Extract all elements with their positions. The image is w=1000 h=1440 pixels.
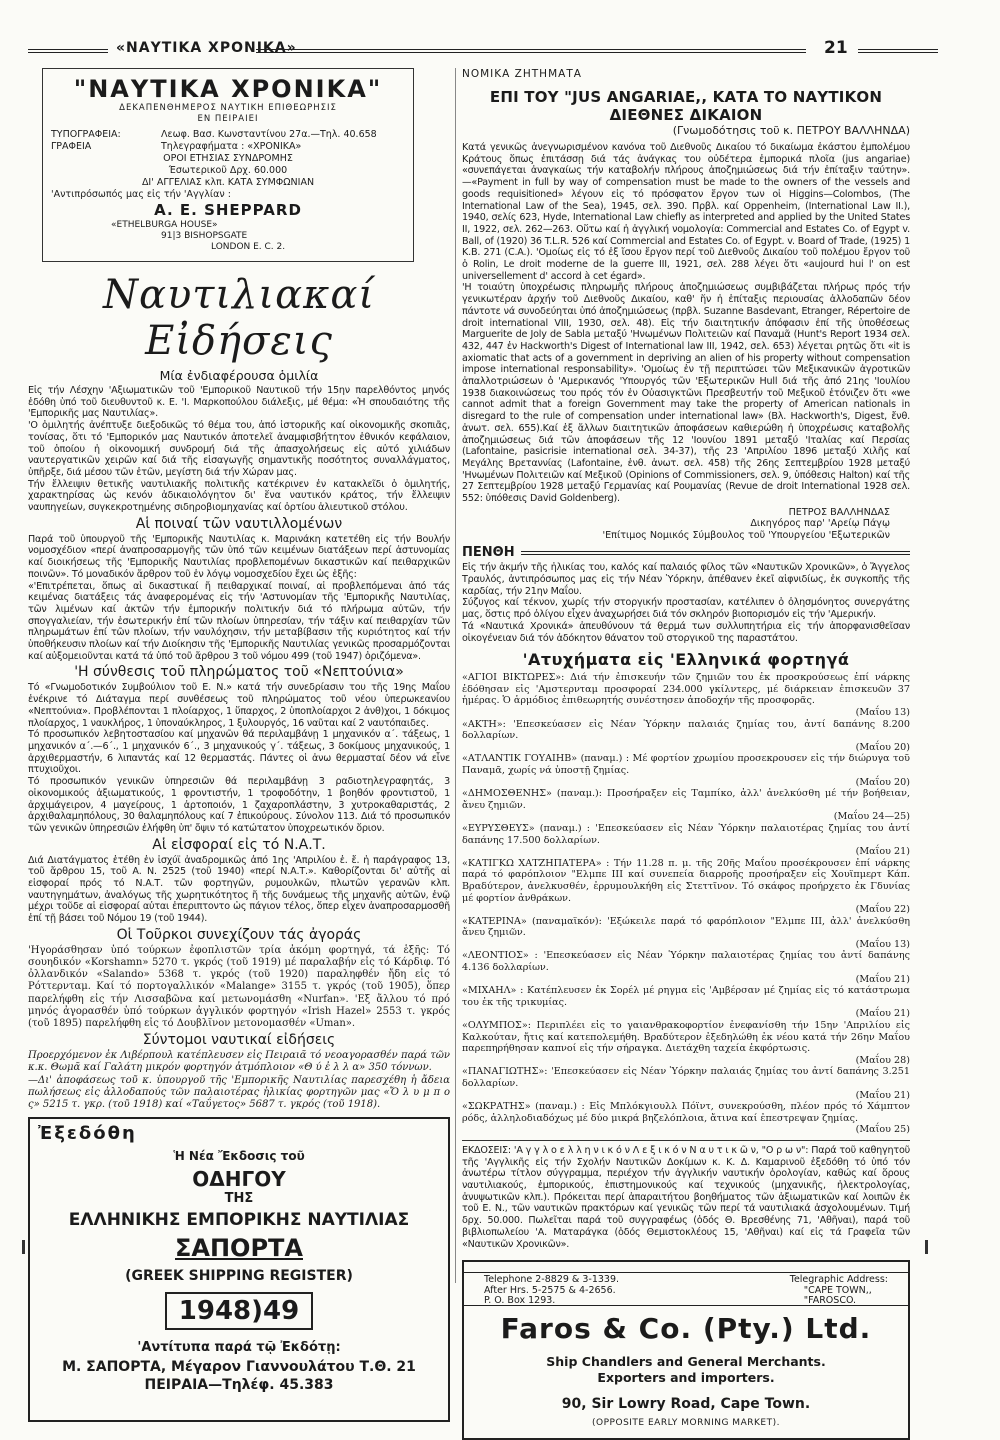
news-paragraph: —Δι' ἀποφάσεως τοῦ κ. ὑπουργοῦ τῆς 'Εμπορικῆς Ναυτιλίας παρεσχέθη ἡ ἄδεια πωλήσεως εἰς ἀλλοδαπούς τῶν παλαιοτέρας ἡλικίας φορτηγῶν μας «Ὄ λ υ μ π ο ς» 5215 τ. γκρ. (τοῦ 1918) καί «Ταΰγετος» 5687 τ. γκρός (τοῦ 1918). (28, 1074, 450, 1111)
accident-date: (Μαΐου 21) (855, 1089, 910, 1101)
masthead-subtitle: ΔΕΚΑΠΕΝΘΗΜΕΡΟΣ ΝΑΥΤΙΚΗ ΕΠΙΘΕΩΡΗΣΙΣ (119, 103, 337, 113)
faros-ad (462, 1260, 910, 1440)
ad-contact-band (464, 1272, 908, 1306)
accident-entry: «ΑΤΛΑΝΤΙΚ ΓΟΥΑΙΗΒ» (παναμ.) : Μέ φορτίον χρωμίου προσεκρουσεν εἰς τήν διώρυγα τοῦ Παναμᾶ, χωρίς νά ὑποστῇ ζημίας. (462, 753, 910, 776)
news-paragraph: 'Ηγοράσθησαν ὑπό τούρκων ἐφοπλιστῶν τρία ἀκόμη φορτηγά, τά ἑξῆς: Τό σουηδικόν «Korshamn» 5270 τ. γκρός (τοῦ 1919) μέ παραλαβήν εἰς τό Κάρδιφ. Τό ὀλλανδικόν «Salando» 5368 τ. γκρός (τοῦ 1920) παραληφθέν ἤδη εἰς τό Ρόττερνταμ. Καί τό πορτογαλλικόν «Malange» 3155 τ. γκρός (τοῦ 1905), ὅπερ παρελήφθη εἰς τήν Λισσαβῶνα καί μετωνομάσθη «Nurfan». 'Εξ ἄλλου τό πρό μηνός ἀγορασθέν ὑπό τούρκων ἀγγλικόν φορτηγόν «Irish Hazel» 2553 τ. γκρός (τοῦ 1895) παρελήφθη εἰς τό Δουβλῖνον μετονομασθέν «Uman». (28, 944, 450, 1030)
accident-entry: «ΚΑΤΙΓΚΩ ΧΑΤΖΗΠΑΤΕΡΑ» : Τήν 11.28 π. μ. τῆς 20ῆς Μαΐου προσέκρουσεν ἐπί νάρκης παρά τό φαρόπλοιον "Ελμπε III καί συνεπεία διαρροῆς προσήραξεν εἰς Χουϊπμερτ Κάπ. Βραδύτερον, ἀνελκυσθέν, ἐρρυμουλκήθη εἰς Στεττῖνον. Τό σκάφος προήρχετο ἐκ Γδυνίας μέ φορτίον ἀνθράκων. (462, 857, 910, 904)
obituary-rule (521, 551, 910, 555)
obituary-title: ΠΕΝΘΗ (462, 545, 515, 561)
ad-line: (GREEK SHIPPING REGISTER) (125, 1268, 353, 1285)
news-paragraph: Διά Διατάγματος ἐτέθη ἐν ἰσχύϊ ἀναδρομικῶς ἀπό 1ης 'Απριλίου ἐ. ἔ. ἡ παράγραφος 13, τοῦ ἄρθρου 15, τοῦ Α. Ν. 2525 (τοῦ 1940) «περί Ν.Α.Τ.». Καθορίζονται δι' αὐτῆς αἱ εἰσφοραί πρός τό Ν.Α.Τ. τῶν φορτηγῶν, ρυμουλκῶν, πλωτῶν γερανῶν κλπ. ναυτηγημάτων, ἀναλόγως τῆς χωρητικότητος ἤ τῆς δυνάμεως τῆς μηχανῆς αὐτῶν, ἐνῷ μέχρι τοῦδε αἱ εἰσφοραί αὐται ἐπεριπτοντο ὡς πάγιον τέλος, ὅπερ εἶχεν ἀναπροσαρμοσθῆ ἐπί τῇ βάσει τοῦ Νόμου 19 (τοῦ 1944). (28, 854, 450, 925)
legal-paragraph: Κατά γενικῶς ἀνεγνωρισμένον κανόνα τοῦ Διεθνοῦς Δικαίου τό δικαίωμα ἐκάστου ἐμπολέμου Κράτους ὅπως ἐπιτάσσῃ διά τάς ἀνάγκας του οὐδέτερα ἐμπορικά πλοῖα (jus angariae) «συνεπάγεται ἀναγκαίως τήν καταβολήν πλήρους ἀποζημιώσεως διά τήν ἐπίταξιν ταύτην».—«Payment in full by way of compensation must be made to the owners of the vessels and goods requisitioned» λέγουν εἰς τό πρόσφατον ἔργον των οἱ Higgins—Colombos, (The International Law of the Sea), 1945, σελ. 390. Πρβλ. καί Oppenheim, (International Law II.), 1940, σελίς 623, Hyde, International Law chiefly as interpreted and applied by the United States II, 1922, σελ. 262—263. Οὕτω καί ἡ ἀγγλική νομολογία: Commercial and Estates Co. of Egypt v. Ball, of (1920) 36 T.L.R. 526 καί Commercial and Estates Co. of Egypt. v. Board of Trade, (1925) 1 K.B. 271 (C.A.). 'Ομοίως εἰς τό ἐξ ἴσου ἔργον περί τοῦ Διεθνοῦς Δικαίου τοῦ πολέμου ἔργον τοῦ ὁ Rolin, Le droit moderne de la guerre III, 1921, σελ. 288 λέγει ὅτι «aujourd hui l' on est universellement d' accord à cet égard». (462, 142, 910, 282)
obituary-paragraph: Σύζυγος καί τέκνον, χωρίς τήν στοργικήν προστασίαν, κατέλιπεν ὁ ὀλησμόνητος συνεργάτης μας, ὅστις πρό ὀλίγου εἶχεν ἀναχωρήσει διά τόν σκληρόν βιοπορισμόν εἰς τήν 'Αμερικήν. (462, 597, 910, 621)
masthead-city: ΕΝ ΠΕΙΡΑΙΕΙ (197, 114, 259, 124)
accidents-list (462, 672, 910, 1136)
ad-telephone-block (484, 1275, 619, 1307)
ad-line: ΣΑΠΟΡΤΑ (175, 1234, 303, 1263)
legal-paragraph: 'Η τοιαύτη ὑποχρέωσις πληρωμῆς πλήρους ἀποζημιώσεως συμβιβάζεται πλήρως πρός τήν γενικωτέραν ἀρχήν τοῦ Διεθνοῦς Δικαίου, καθ' ἥν ἡ ἐπίταξις περιουσίας ἀλλοδαπῶν δέον πάντοτε νά συνοδεύηται ὑπό ἀποζημιώσεως (πρβλ. Suzanne Basdevant, Etranger, Répertoire de droit international VIII, 1930, σελ. 48). Εἰς τήν διαιτητικήν ἀπόφασιν ἐπί τῆς ὑποθέσεως Marguerite de Joly de Sabla μεταξύ 'Ηνωμένων Πολιτειῶν καί Παναμᾶ (Hunt's Report 1934 σελ. 432, 447 ἐν Hackworth's Digest of International law III, 1942, σελ. 653) λέγεται ρητῶς ὅτι «it is axiomatic that acts of a government in depriving an alien of his property without compensation impose international responsability». 'Ομοίως ἐν τῇ περιπτώσει τῶν Μεξικανικῶν ἀγροτικῶν ἀπαλλοτριώσεων ὁ 'Αμερικανός 'Υπουργός τῶν 'Εξωτερικῶν Hull διά τῆς ἀπό 21ης 'Ιουλίου 1938 διακοινώσεως του πρός τόν ἐν Οὐασιγκτῶνι Πρεσβευτήν τοῦ Μεξικοῦ ἐτόνιζεν ὅτι «we cannot admit that a foreign Government may take the property of American nationals in disregard to the rule of compensation under international law» (Βλ. Hackworth's, Digest, ἔνθ. ἀνωτ. σελ. 655).Καί ἐξ ἄλλων διαιτητικῶν ἀποφάσεων καθιερώθη ἡ ὑποχρέωσις καταβολῆς ἀποζημιώσεως διά τῶν ἀποφάσεων τῆς 12 'Ιουνίου 1891 μεταξύ 'Ιταλίας καί Περσίας (Lafontaine, pasicrisie international σελ. 34-37), τῆς 23 'Απριλίου 1896 μεταξύ Χιλῆς καί Μεγάλης Βρεταννίας (Lafontaine, ἐνθ. ἀνωτ. σελ. 458) τῆς 26ης Σεπτεμβρίου 1928 μεταξύ 'Ηνωμένων Πολιτειῶν καί Μεξικοῦ (Opinions of Commissioners, σελ. 9, ὑπόθεσις Halton) καί τῆς 27 Σεπτεμβρίου 1928 μεταξύ Γερμανίας καί Ρουμανίας (Revue de droit International 1928 σελ. 552: ὑπόθεσις David Goldenberg). (462, 282, 910, 505)
divider (462, 1140, 910, 1141)
news-heading-4: Αἱ εἰσφοραί εἰς τό Ν.Α.Τ. (152, 836, 326, 853)
agent-address-2: 91|3 BISHOPSGATE (161, 231, 248, 241)
obituary-paragraph: Εἰς τήν ἀκμήν τῆς ἡλικίας του, καλός καί παλαιός φίλος τῶν «Ναυτικῶν Χρονικῶν», ὁ Ἄγγελος Τραυλός, ἀντιπρόσωπος μας εἰς τήν Νέαν Ὑόρκην, ἀπέθανεν ἐκεῖ αἰφνιδίως, ἐκ συγκοπῆς τῆς καρδίας, τήν 21ην Μαΐου. (462, 562, 910, 597)
ad-line: ΠΕΙΡΑΙΑ—Τηλέφ. 45.383 (144, 1377, 334, 1394)
agent-address-1: «ETHELBURGA HOUSE» (111, 220, 218, 230)
accident-entry: «ΟΛΥΜΠΟΣ»: Περιπλέει εἰς το γαιανθρακοφορτίον ἐνεφανίσθη τήν 15ην 'Απριλίου εἰς Καλκούταν, ἤτις καί κατεπολεμήθη. Βραδύτερον ἐξεδηλώθη ἐκ νέου κατά τήν 26ην Μαΐου παρεπηρήθησαν καπνοί εἰς τήν σήραγκα. Διετάχθη ταχεία ἐκφόρτωσις. (462, 1020, 910, 1055)
ad-year-box: 1948)49 (165, 1292, 313, 1330)
masthead-box (42, 68, 414, 262)
accident-entry: «ΑΚΤΗ»: 'Επεσκεύασεν εἰς Νέαν Ὑόρκην παλαιάς ζημίας του, ἀντί δαπάνης 8.200 δολλαρίων. (462, 718, 910, 742)
running-header (28, 40, 968, 60)
accident-entry: «ΠΑΝΑΓΙΩΤΗΣ»: 'Επεσκεύασεν εἰς Νέαν Ὑόρκην παλαιάς ζημίας του ἀντί δαπάνης 3.251 δολλαρίων. (462, 1066, 910, 1089)
news-paragraph: 'Ο ὁμιλητής ἀνέπτυξε διεξοδικῶς τό θέμα του, ἀπό ἱστορικῆς καί οἰκονομικῆς σκοπιᾶς, τονίσας, ὅτι τό 'Εμπορικόν μας Ναυτικόν ἀποτελεῖ ἀναμφισβήτητον ἐθνικόν κεφάλαιον, τοῦ ὁποίου ἡ οἰκονομική συνδρομή διά τῆς ἀπασχολήσεως εἰς αὐτό χιλιάδων ναυτεργατικῶν χειρῶν καί διά τῆς εἰσαγωγῆς σημαντικῆς ποσότητος συναλλάγματος, ὑπῆρξε, διά μέσου τῶν ἐτῶν, μεγίστη διά τήν Χώραν μας. (28, 420, 450, 478)
news-heading-5: Οἱ Τοῦρκοι συνεχίζουν τάς ἀγοράς (116, 926, 362, 943)
legal-byline: (Γνωμοδότησις τοῦ κ. ΠΕΤΡΟΥ ΒΑΛΛΗΝΔΑ) (672, 124, 910, 137)
legal-section-label: ΝΟΜΙΚΑ ΖΗΤΗΜΑΤΑ (462, 68, 582, 80)
signature-title: 'Επίτιμος Νομικός Σύμβουλος τοῦ 'Υπουργείου 'Εξωτερικῶν (602, 529, 890, 541)
ad-line: 'Αντίτυπα παρά τῷ Ἐκδότῃ: (137, 1340, 341, 1356)
ad-telegraph-block (790, 1275, 888, 1307)
ad-address: 90, Sir Lowry Road, Cape Town. (561, 1396, 811, 1413)
ad-firm-name: Faros & Co. (Pty.) Ltd. (500, 1312, 872, 1346)
ad-address-note: (OPPOSITE EARLY MORNING MARKET). (592, 1418, 780, 1429)
accident-date: (Μαΐου 20) (855, 776, 910, 788)
ad-telegraph-code: "FAROSCO. (803, 1295, 857, 1307)
ad-telephone: Telephone 2-8829 & 3-1339. (484, 1274, 620, 1286)
margin-mark (925, 1240, 928, 1254)
news-heading-2: Αἱ ποιναί τῶν ναυτιλλομένων (135, 515, 343, 532)
page-number: 21 (824, 38, 848, 58)
right-column (462, 68, 910, 1440)
signature-name: ΠΕΤΡΟΣ ΒΑΛΛΗΝΔΑΣ (788, 506, 890, 518)
obituary-header (462, 545, 910, 560)
news-paragraph: Παρά τοῦ ὑπουργοῦ τῆς 'Εμπορικῆς Ναυτιλίας κ. Μαρινάκη κατετέθη εἰς τήν Βουλήν νομοσχέδιον «περί ἀναπροσαρμογῆς τῶν ὑπό τῶν κειμένων διατάξεων περί ἀστυνομίας καί διοικήσεως τῆς 'Εμπορικῆς Ναυτιλίας προβλεπομένων δικαστικῶν καί πειθαρχικῶν ποινῶν». Τό μοναδικόν ἄρθρον τοῦ ἐν λόγῳ νομοσχεδίου ἔχει ὡς ἑξῆς: (28, 533, 450, 580)
accident-entry: «ΛΕΟΝΤΙΟΣ» : 'Επεσκεύασεν εἰς Νέαν Ὑόρκην παλαιοτέρας ζημίας του ἀντί δαπάνης 4.136 δολλαρίων. (462, 950, 910, 974)
news-paragraph: Τό προσωπικόν γενικῶν ὑπηρεσιῶν θά περιλαμβάνῃ 3 ραδιοτηλεγραφητάς, 3 οἰκονομικούς ἀξιωματικούς, 1 φροντιστήν, 1 τροφοδότην, 1 βοηθόν φροντιστοῦ, 1 ἀρχιμάγειρον, 4 μαγείρους, 1 ἀρτοποιόν, 1 ζαχαροπλάστην, 3 χυτροκαθαριστάς, 2 ἀρχιθαλαμηπόλους, 30 θαλαμηπόλους καί 7 ἐπικούρους. Σύνολον 113. Διά τό προσωπικόν τῶν γενικῶν ὑπηρεσιῶν ἐλήφθη ὑπ' ὄψιν τό κατώτατον ὑποχρεωτικόν ὅριον. (28, 776, 450, 834)
accidents-title: 'Ατυχήματα εἰς 'Ελληνικά φορτηγά (522, 650, 850, 670)
shipping-register-ad (28, 1117, 450, 1422)
news-paragraph: Τήν ἔλλειψιν θετικῆς ναυτιλιακῆς πολιτικῆς κατέκρινεν ἐν κατακλεῖδι ὁ ὁμιλητής, χαρακτηρίσας ὡς κενόν ἀδικαιολόγητον δι' ἕνα ναυτικόν κράτος, τήν ἔλλειψιν ναυπηγείων, συγκεκροτημένης σιδηροβιομηχανίας καί ὀρτίου ἁλιευτικοῦ στόλου. (28, 478, 450, 514)
signature-title: Δικηγόρος παρ' 'Αρείῳ Πάγῳ (750, 518, 890, 530)
margin-mark (22, 1240, 25, 1254)
accident-entry: «ΣΩΚΡΑΤΗΣ» (παναμ.) : Εἰς Μπλόκγιουλλ Πόϊντ, συνεκρούσθη, πλέον πρός τό Χάμπτον ρόδς, ἀλληλοδιαδόχως μέ δύο μικρά βηζελόπλοια, ἄτινα καί ἐπεστρεψαν ζημίας. (462, 1101, 910, 1124)
header-rule-right (858, 49, 938, 53)
subscription-terms: ΟΡΟΙ ΕΤΗΣΙΑΣ ΣΥΝΔΡΟΜΗΣ (163, 153, 293, 164)
news-paragraph: Τό «Γνωμοδοτικόν Συμβούλιον τοῦ Ε. Ν.» κατά τήν συνεδρίασιν του τῆς 19ης Μαΐου ἐνέκρινε τό Διάταγμα περί συνθέσεως τοῦ πληρώματος τοῦ νέου ὑπερωκεανίου «Νεπτούνια». Προβλέπονται 1 πλοίαρχος, 1 ὕπαρχος, 2 ὑποπλοίαρχοι 2 ἀνθ)χοι, 1 δόκιμος πλοίαρχος, 1 ναυκλήρος, 1 ὑποναύκληρος, 1 ξυλουργός, 16 ναῦται καί 2 ναυτόπαιδες. (28, 682, 450, 729)
header-rule-middle (256, 49, 806, 53)
subscription-domestic: Έσωτερικοῦ Δρχ. 60.000 (168, 165, 288, 176)
ad-business-line: Exporters and importers. (597, 1370, 775, 1386)
column-separator (455, 68, 456, 1283)
header-rule-left (28, 49, 108, 53)
ad-line: ΟΔΗΓΟΥ (192, 1167, 286, 1192)
office-value: Τηλεγραφήματα : «ΧΡΟΝΙΚΑ» (161, 141, 302, 152)
news-heading-6: Σύντομοι ναυτικαί εἰδήσεις (142, 1032, 336, 1049)
masthead-print-row (51, 129, 405, 141)
ad-business-line: Ship Chandlers and General Merchants. (546, 1354, 826, 1370)
ad-published-label: Ἐξεδόθη (38, 1123, 137, 1145)
accident-date: (Μαΐου 21) (855, 1008, 910, 1020)
accident-date: (Μαΐου 13) (855, 707, 910, 718)
accident-entry: «ΚΑΤΕΡΙΝΑ» (παναμαϊκόν): 'Εξώκειλε παρά τό φαρόπλοιον "Ελμπε III, ἀλλ' ἀνελκύσθη ἄνευ ζημιῶν. (462, 915, 910, 939)
left-column (28, 68, 450, 1422)
ad-line: Ἡ Νέα Ἔκδοσις τοῦ (173, 1149, 305, 1164)
masthead-title: "ΝΑΥΤΙΚΑ ΧΡΟΝΙΚΑ" (73, 75, 383, 103)
ad-line: Μ. ΣΑΠΟΡΤΑ, Μέγαρον Γιαννουλάτου Τ.Θ. 21 (62, 1359, 416, 1376)
accident-entry: «ΜΙΧΑΗΛ» : Κατέπλευσεν ἐκ Σορέλ μέ ρηγμα εἰς 'Αμβέρσαν μέ ζημίας εἰς τό κατάστρωμα του ἐκ τῆς τρικυμίας. (462, 985, 910, 1008)
accident-date: (Μαΐου 13) (855, 938, 910, 950)
masthead-office-row (51, 141, 405, 153)
ad-line: ΕΛΛΗΝΙΚΗΣ ΕΜΠΟΡΙΚΗΣ ΝΑΥΤΙΛΙΑΣ (68, 1210, 410, 1231)
news-paragraph: Τό προσωπικόν λεβητοστασίου καί μηχανῶν θά περιλαμβάνῃ 1 μηχανικόν α΄. τάξεως, 1 μηχανικόν α΄.—6΄., 1 μηχανικόν 6΄., 3 μηχανικούς γ΄. τάξεως, 3 δοκίμους μηχανικούς, 1 ἀρχιθερμαστήν, 6 λιπαντάς καί 12 θερμαστάς. Πάντες οἱ ἀνω θερμασταί δέον νά εἶνε πτυχιοῦχοι. (28, 729, 450, 776)
accident-date: (Μαΐου 21) (855, 846, 910, 858)
office-label: ΓΡΑΦΕΙΑ (51, 141, 92, 152)
print-label: ΤΥΠΟΓΡΑΦΕΙΑ: (51, 129, 121, 140)
accident-entry: «ΕΥΡΥΣΘΕΥΣ» (παναμ.) : 'Επεσκεύασεν εἰς Νέαν Ὑόρκην παλαιοτέρας ζημίας του ἀντί δαπάνης 17.500 δολλαρίων. (462, 822, 910, 846)
ad-telegraph-city: "CAPE TOWN,, (803, 1284, 872, 1296)
print-value: Λεωφ. Βασ. Κωνσταντίνου 27α.—Τηλ. 40.658 (161, 129, 377, 140)
agent-name: A. E. SHEPPARD (154, 201, 302, 219)
news-paragraph: «'Επιτρέπεται, ὅπως αἱ δικαστικαί ἤ πειθαρχικαί ποιναί, αἱ προβλεπόμεναι ἀπό τάς κειμένας διατάξεις τάς ἀναφερομένας εἰς τήν 'Αστυνομίαν τῆς 'Εμπορικῆς Ναυτιλίας, τῶν λιμένων καί ἀκτῶν τήν ἐμπορικήν πολιτικήν διά τό πλήρωμα αὐτῶν, τήν σπογγαλιείαν, τήν ἐσωτερικήν ἐπί τῶν πλοίων ὑπηρεσίαν, τήν τάξιν καί πειθαρχίαν τῶν πληρωμάτων ἐπί τῶν πλοίων, τήν ναυλόχησιν, τήν μεταβίβασιν τῆς κυριότητος καί τήν ὑποθήκευσιν πλοίων καί τήν Διοίκησιν τῆς 'Εμπορικῆς Ναυτιλίας γενικῶς προσαρμόζονται καί αὐξομειοῦνται κατά τά ὑπό τοῦ ἄρθρου 3 τοῦ νόμου 499 (τοῦ 1947) ὁριζόμενα». (28, 580, 450, 662)
accident-date: (Μαΐου 24—25) (833, 811, 910, 823)
ad-after-hours: After Hrs. 5-2575 & 4-2656. (484, 1284, 616, 1296)
ad-line: ΤΗΣ (224, 1191, 254, 1207)
ad-po-box: P. O. Box 1293. (484, 1295, 556, 1307)
accident-entry: «ΔΗΜΟΣΘΕΝΗΣ» (παναμ.): Προσήραξεν εἰς Ταμπίκο, ἀλλ' ἀνελκύσθη μέ τήν βοήθειαν, ἄνευ ζημιῶν. (462, 788, 910, 811)
accident-entry: «ΑΓΙΟΙ ΒΙΚΤΩΡΕΣ»: Διά τήν ἐπισκευήν τῶν ζημιῶν του ἐκ προσκρούσεως ἐπί νάρκης ἐδόθησαν εἰς 'Αμστερνταμ προσφοραί 234.000 γκίλντερς, μέ διάρκειαν ἐπισκευῶν 37 ἡμέρας. Ὁ ἁρμόδιος ἐπιθεωρητής συνέστησεν ἀποδοχήν τῆς προσφορᾶς. (462, 672, 910, 707)
news-heading-1: Μία ἐνδιαφέρουσα ὁμιλία (159, 368, 319, 383)
news-paragraph: Προερχόμενον ἐκ Λιβέρπουλ κατέπλευσεν εἰς Πειραιᾶ τό νεοαγορασθέν παρά τῶν κ.κ. Θωμᾶ καί Γαλάτη μικρόν φορτηγόν ἀτμόπλοιον «Θ ύ ἐ λ λ α» 350 τόννων. (28, 1050, 450, 1074)
accident-date: (Μαΐου 20) (855, 741, 910, 753)
obituary-paragraph: Τά «Ναυτικά Χρονικά» ἀπευθύνουν τά θερμά των συλλυπητήρια εἰς τήν ἀπορφανισθεῖσαν οἰκογένειαν διά τόν ἀδόκητον θάνατον τοῦ στοργικοῦ της παραστάτου. (462, 620, 910, 644)
accident-date: (Μαΐου 28) (855, 1054, 910, 1066)
publications-paragraph: ΕΚΔΟΣΕΙΣ: 'Α γ γ λ ο ε λ λ η ν ι κ ό ν Λ ε ξ ι κ ό ν Ν α υ τ ι κ ῶ ν, "Ο ρ ω ν": Παρά τοῦ καθηγητοῦ τῆς 'Αγγλικῆς εἰς τήν Σχολήν Ναυτικῶν Δοκίμων κ. Κ. Δ. Καμαρινοῦ ἐξεδόθη τό ὑπό τόν ἀνωτέρω τίτλον σύγγραμμα, περιέχον τήν ἀγγλικήν ναυτικήν ὁρολογίαν, καθώς καί ὅρους ναυτιλιακούς, ἐμπορικούς, ἐπιστημονικούς καί τεχνικούς (μηχανικῆς, ἠλεκτρολογίας, ἀνυψωτικῶν κλπ.). Πρόκειται περί ἀπαραιτήτου βοηθήματος τῶν ἀξιωματικῶν καί λοιπῶν ἐκ τοῦ Ε. Ν., τῶν ναυτικῶν πρακτόρων καί γενικῶς τῶν περί τά ναυτιλιακά ἀσχολουμένων. Τιμή δρχ. 50.000. Πωλεῖται παρά τοῦ συγγραφέως (ὁδός Θ. Βρεσθένης 71, 'Αθῆναι), παρά τοῦ βιβλιοπωλείου 'Α. Ματαράγκα (ὁδός Θεμιστοκλέους 15, 'Αθῆναι) καί εἰς τά Γραφεῖα τῶν «Ναυτικῶν Χρονικῶν». (462, 1144, 910, 1250)
section-title-script: Ναυτιλιακαί Εἰδήσεις (102, 272, 376, 364)
representative-label: 'Αντιπρόσωπός μας εἰς τήν 'Αγγλίαν : (51, 189, 231, 200)
agent-address-3: LONDON E. C. 2. (211, 242, 286, 252)
advertising-terms: ΔΙ' ΑΓΓΕΛΙΑΣ κλπ. ΚΑΤΑ ΣΥΜΦΩΝΙΑΝ (141, 177, 315, 188)
news-paragraph: Εἰς τήν Λέσχην 'Αξιωματικῶν τοῦ 'Εμπορικοῦ Ναυτικοῦ τήν 15ην παρελθόντος μηνός ἐδόθη ὑπό τοῦ διευθυντοῦ κ. Ε. 'Ι. Μαρκοπούλου διάλεξις, μέ θέμα: «Ἡ σπουδαιότης τῆς 'Εμπορικῆς μας Ναυτιλίας». (28, 385, 450, 420)
accident-date: (Μαΐου 22) (855, 904, 910, 916)
header-title: «ΝΑΥΤΙΚΑ ΧΡΟΝΙΚΑ» (116, 40, 297, 56)
accident-date: (Μαΐου 25) (855, 1124, 910, 1136)
ad-telegraph-label: Telegraphic Address: (789, 1274, 888, 1286)
legal-headline: ΕΠΙ ΤΟΥ "JUS ANGARIAE,, ΚΑΤΑ ΤΟ ΝΑΥΤΙΚΟΝ ΔΙΕΘΝΕΣ ΔΙΚΑΙΟΝ (489, 88, 883, 124)
accident-date: (Μαΐου 21) (855, 973, 910, 985)
news-heading-3: 'Η σύνθεσις τοῦ πληρώματος τοῦ «Νεπτούνια» (74, 664, 404, 681)
